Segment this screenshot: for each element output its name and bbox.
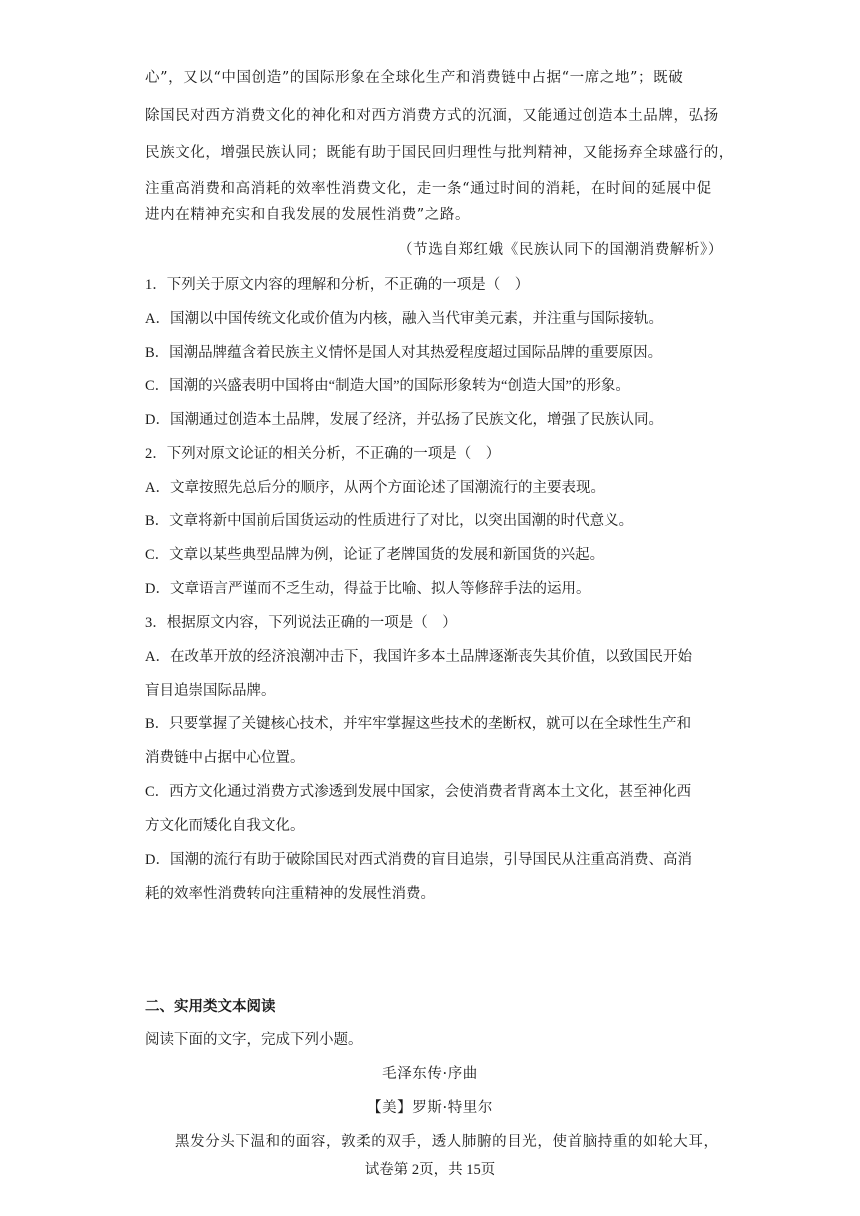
page-footer: 试卷第 2页，共 15页 xyxy=(364,1162,496,1178)
answer-option: A．国潮以中国传统文化或价值为内核，融入当代审美元素，并注重与国际接轨。 xyxy=(145,311,663,327)
passage-line: 民族文化，增强民族认同；既能有助于国民回归理性与批判精神，又能扬弃全球盛行的， xyxy=(145,145,734,161)
section-instruction: 阅读下面的文字，完成下列小题。 xyxy=(145,1032,363,1048)
source-citation: （节选自郑红娥《民族认同下的国潮消费解析》） xyxy=(398,242,723,258)
answer-option-cont: 耗的效率性消费转向注重精神的发展性消费。 xyxy=(145,886,435,902)
answer-option: C．国潮的兴盛表明中国将由“制造大国”的国际形象转为“创造大国”的形象。 xyxy=(145,378,630,394)
passage-line: 注重高消费和高消耗的效率性消费文化，走一条“通过时间的消耗，在时间的延展中促 xyxy=(145,181,712,197)
question-stem: 2．下列对原文论证的相关分析，不正确的一项是（ ） xyxy=(145,446,501,462)
answer-option: D．文章语言严谨而不乏生动，得益于比喻、拟人等修辞手法的运用。 xyxy=(145,581,591,597)
answer-option: D．国潮通过创造本土品牌，发展了经济，并弘扬了民族文化，增强了民族认同。 xyxy=(145,412,663,428)
answer-option: B．文章将新中国前后国货运动的性质进行了对比，以突出国潮的时代意义。 xyxy=(145,513,634,529)
article-first-line: 黑发分头下温和的面容，敦柔的双手，透人肺腑的目光，使首脑持重的如轮大耳， xyxy=(175,1134,719,1150)
answer-option-cont: 盲目追崇国际品牌。 xyxy=(145,683,276,699)
question-stem: 1．下列关于原文内容的理解和分析，不正确的一项是（ ） xyxy=(145,277,530,293)
answer-option: C．西方文化通过消费方式渗透到发展中国家，会使消费者背离本土文化，甚至神化西 xyxy=(145,784,692,800)
article-author: 【美】罗斯·特里尔 xyxy=(366,1100,493,1116)
answer-option: D．国潮的流行有助于破除国民对西式消费的盲目追崇，引导国民从注重高消费、高消 xyxy=(145,852,692,868)
passage-line: 除国民对西方消费文化的神化和对西方消费方式的沉湎，又能通过创造本土品牌，弘扬 xyxy=(145,108,719,124)
passage-line: 心”，又以“中国创造”的国际形象在全球化生产和消费链中占据“一席之地”；既破 xyxy=(145,70,684,86)
answer-option: B．国潮品牌蕴含着民族主义情怀是国人对其热爱程度超过国际品牌的重要原因。 xyxy=(145,345,663,361)
question-stem: 3．根据原文内容，下列说法正确的一项是（ ） xyxy=(145,615,457,631)
answer-option-cont: 消费链中占据中心位置。 xyxy=(145,750,305,766)
answer-option-cont: 方文化而矮化自我文化。 xyxy=(145,818,305,834)
answer-option: B．只要掌握了关键核心技术，并牢牢掌握这些技术的垄断权，就可以在全球性生产和 xyxy=(145,716,692,732)
passage-line: 进内在精神充实和自我发展的发展性消费”之路。 xyxy=(145,207,471,223)
answer-option: A．文章按照先总后分的顺序，从两个方面论述了国潮流行的主要表现。 xyxy=(145,480,605,496)
article-title: 毛泽东传·序曲 xyxy=(382,1066,478,1082)
answer-option: C．文章以某些典型品牌为例，论证了老牌国货的发展和新国货的兴起。 xyxy=(145,547,605,563)
section-heading: 二、实用类文本阅读 xyxy=(145,999,276,1015)
answer-option: A．在改革开放的经济浪潮冲击下，我国许多本土品牌逐渐丧失其价值，以致国民开始 xyxy=(145,649,692,665)
